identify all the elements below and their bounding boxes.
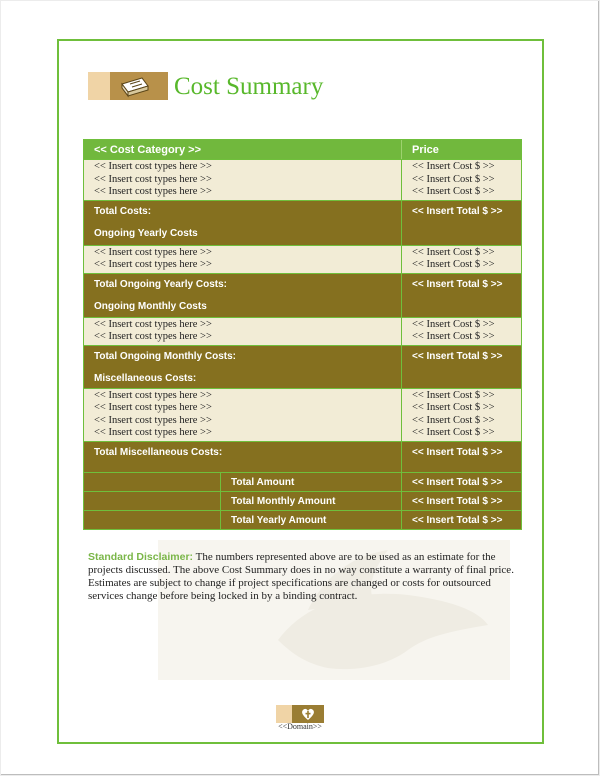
column-header-price: Price — [401, 140, 521, 159]
cost-value-cell[interactable]: << Insert Cost $ >> — [412, 259, 495, 270]
cost-value-cell[interactable]: << Insert Cost $ >> — [412, 414, 495, 426]
cost-value-cell[interactable]: << Insert Cost $ >> — [412, 186, 495, 197]
table-header-row — [84, 140, 521, 159]
total-costs-row — [84, 200, 521, 245]
summary-row-yearly-amount — [84, 510, 521, 529]
cost-type-cell[interactable]: << Insert cost types here >> — [94, 331, 212, 342]
cost-value-cell[interactable]: << Insert Cost $ >> — [412, 161, 495, 172]
cost-type-cell[interactable]: << Insert cost types here >> — [94, 402, 212, 413]
cost-type-cell[interactable]: << Insert cost types here >> — [94, 173, 212, 185]
cost-value-cell[interactable]: << Insert Cost $ >> — [412, 331, 495, 342]
footer-domain[interactable]: <<Domain>> — [278, 722, 322, 731]
cost-type-cell[interactable]: << Insert cost types here >> — [94, 186, 212, 197]
cost-value-cell[interactable]: << Insert Cost $ >> — [412, 318, 495, 330]
total-yearly-label: Total Ongoing Yearly Costs: — [94, 278, 227, 290]
cost-type-cell[interactable]: << Insert cost types here >> — [94, 246, 212, 258]
disclaimer-paragraph — [88, 551, 520, 603]
cost-value-cell[interactable]: << Insert Cost $ >> — [412, 389, 495, 401]
cost-value-cell[interactable]: << Insert Cost $ >> — [412, 402, 495, 413]
total-costs-label: Total Costs: — [94, 205, 152, 217]
cost-type-cell[interactable]: << Insert cost types here >> — [94, 318, 212, 330]
section-title-yearly: Ongoing Yearly Costs — [94, 227, 198, 239]
total-misc-row — [84, 441, 521, 472]
header-logo — [88, 72, 168, 100]
cost-value-cell[interactable]: << Insert Cost $ >> — [412, 246, 495, 258]
cost-value-cell[interactable]: << Insert Cost $ >> — [412, 427, 495, 438]
summary-row-monthly-amount — [84, 491, 521, 510]
table-row — [84, 159, 521, 200]
total-misc-value[interactable]: << Insert Total $ >> — [412, 446, 503, 458]
summary-value[interactable]: << Insert Total $ >> — [401, 511, 521, 529]
table-row — [84, 245, 521, 273]
total-monthly-row — [84, 345, 521, 388]
summary-row-total-amount — [84, 472, 521, 491]
cost-type-cell[interactable]: << Insert cost types here >> — [94, 427, 212, 438]
summary-value[interactable]: << Insert Total $ >> — [401, 492, 521, 510]
total-monthly-label: Total Ongoing Monthly Costs: — [94, 350, 237, 362]
cost-summary-table — [83, 139, 522, 530]
cost-type-cell[interactable]: << Insert cost types here >> — [94, 259, 212, 270]
disclaimer-label: Standard Disclaimer: — [88, 551, 194, 563]
total-monthly-value[interactable]: << Insert Total $ >> — [412, 350, 503, 362]
section-title-monthly: Ongoing Monthly Costs — [94, 300, 207, 312]
table-row — [84, 388, 521, 441]
total-yearly-value[interactable]: << Insert Total $ >> — [412, 278, 503, 290]
footer-logo — [276, 705, 324, 723]
summary-label: Total Monthly Amount — [231, 495, 336, 507]
summary-label: Total Amount — [231, 476, 295, 488]
summary-label: Total Yearly Amount — [231, 514, 327, 526]
cost-type-cell[interactable]: << Insert cost types here >> — [94, 161, 212, 172]
cost-type-cell[interactable]: << Insert cost types here >> — [94, 414, 212, 426]
table-row — [84, 317, 521, 345]
book-icon — [120, 74, 150, 98]
cost-value-cell[interactable]: << Insert Cost $ >> — [412, 173, 495, 185]
section-title-misc: Miscellaneous Costs: — [94, 372, 197, 384]
total-misc-label: Total Miscellaneous Costs: — [94, 446, 223, 458]
disclaimer-text: The numbers represented above are to be used as an estimate for the projects discussed. The above Cost Summary does in no way constitute a warranty of final price. Estimates are subject to change if project specifications are changed or costs for outsourced services change before being locked in by a binding contract. — [88, 551, 514, 602]
document-header — [88, 72, 388, 100]
total-costs-value[interactable]: << Insert Total $ >> — [412, 205, 503, 217]
page-title: Cost Summary — [174, 73, 324, 100]
heart-cross-icon — [301, 707, 315, 721]
cost-type-cell[interactable]: << Insert cost types here >> — [94, 389, 212, 401]
column-header-category: << Cost Category >> — [94, 144, 201, 156]
summary-value[interactable]: << Insert Total $ >> — [401, 473, 521, 491]
total-yearly-row — [84, 273, 521, 317]
